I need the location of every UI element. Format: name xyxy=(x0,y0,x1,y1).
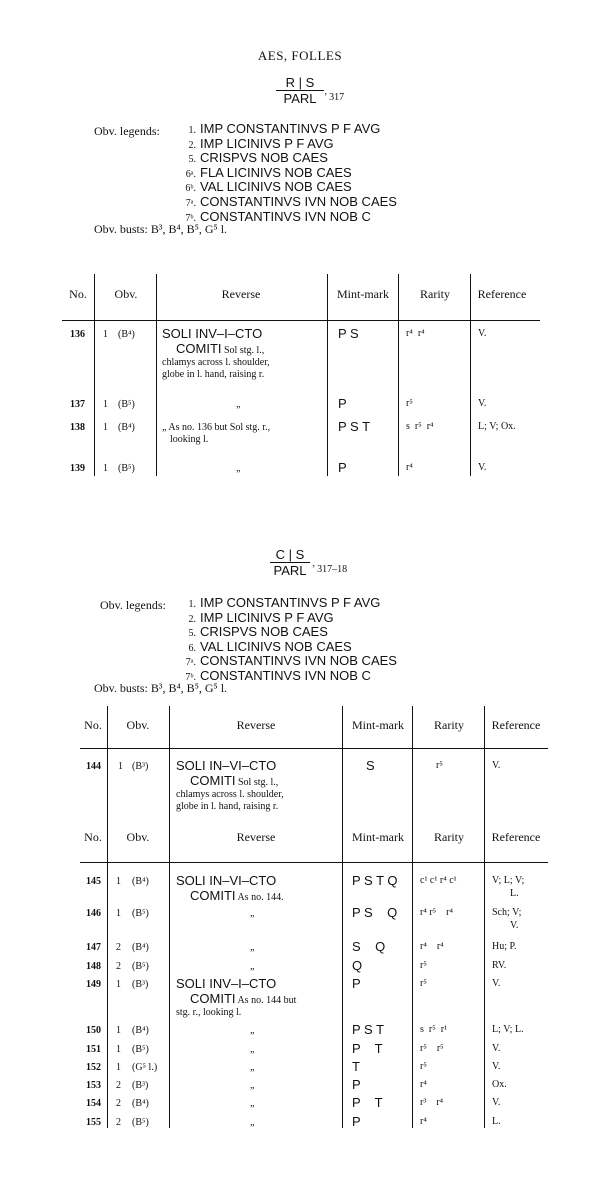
row-bust: (B⁵) xyxy=(132,1117,149,1128)
legend-line xyxy=(170,194,397,209)
legend-text: CRISPVS NOB CAES xyxy=(200,150,328,166)
legend-line xyxy=(170,165,397,180)
row-bust: (B³) xyxy=(132,761,149,772)
row-mintmark: P S Q xyxy=(352,905,398,920)
row-rarity: r⁵ xyxy=(436,760,443,771)
row-bust: (B⁵) xyxy=(132,1044,149,1055)
mintmark-denominator: PARL xyxy=(276,90,324,106)
legend-text: CONSTANTINVS IVN NOB C xyxy=(200,667,371,683)
row-reference: Hu; P. xyxy=(492,941,517,952)
reverse-ditto: „ xyxy=(236,399,241,410)
reverse-ditto: „ xyxy=(250,1117,255,1128)
row-rarity: r⁵ r⁵ xyxy=(420,1043,444,1054)
row-mintmark: P T xyxy=(352,1041,383,1056)
reverse-legend: SOLI INV–I–CTO xyxy=(162,326,263,341)
legend-label: Obv. legends: xyxy=(94,124,160,138)
header-mintmark-2: Mint-mark xyxy=(352,718,404,732)
row-number: 154 xyxy=(86,1098,101,1109)
legend-text: IMP LICINIVS P F AVG xyxy=(200,609,334,625)
row-bust: (B⁵) xyxy=(118,399,135,410)
row-mintmark: P S T xyxy=(338,419,371,434)
row-obverse: 1 xyxy=(103,329,108,340)
busts-line: Obv. busts: B³, B⁴, B⁵, G⁵ l. xyxy=(94,222,228,236)
legend-number: 2. xyxy=(188,613,196,625)
header-reverse-3: Reverse xyxy=(236,830,276,844)
reverse-legend-2: COMITI xyxy=(190,991,236,1006)
legend-text: CRISPVS NOB CAES xyxy=(200,624,328,640)
row-bust: (B³) xyxy=(132,979,149,990)
legend-line xyxy=(170,209,397,224)
row-number: 145 xyxy=(86,876,101,887)
row-reference: V; L; V; xyxy=(492,875,525,886)
row-reference: L; V; Ox. xyxy=(478,421,516,432)
row-reverse xyxy=(176,1114,254,1129)
header-reference-3: Reference xyxy=(491,830,541,844)
busts-line-2: Obv. busts: B³, B⁴, B⁵, G⁵ l. xyxy=(94,681,228,695)
row-bust: (B⁵) xyxy=(132,961,149,972)
legend-number: 7ᵃ. xyxy=(185,197,196,209)
reverse-legend-2: COMITI xyxy=(190,773,236,788)
header-rarity-3: Rarity xyxy=(434,830,464,844)
reverse-legend-2: COMITI xyxy=(190,888,236,903)
row-obverse: 1 xyxy=(116,1025,121,1036)
header-reference-2: Reference xyxy=(491,718,541,732)
row-number: 146 xyxy=(86,908,101,919)
row-obverse: 1 xyxy=(103,422,108,433)
header-mintmark-3: Mint-mark xyxy=(352,830,404,844)
legend-line xyxy=(170,121,397,136)
row-obverse: 2 xyxy=(116,961,121,972)
legend-text: VAL LICINIVS NOB CAES xyxy=(200,179,352,195)
reverse-ditto: „ xyxy=(250,1025,255,1036)
row-bust: (B⁴) xyxy=(132,876,149,887)
legend-number: 6ᵇ. xyxy=(185,183,196,195)
row-bust: (B⁴) xyxy=(132,942,149,953)
legend-text: CONSTANTINVS IVN NOB C xyxy=(200,208,371,224)
row-mintmark: T xyxy=(352,1059,360,1074)
row-obverse: 1 xyxy=(103,399,108,410)
legend-label-2: Obv. legends: xyxy=(100,598,166,612)
row-number: 151 xyxy=(86,1044,101,1055)
row-rarity: s r⁵ r⁴ xyxy=(406,421,434,432)
reverse-line: stg. r., looking l. xyxy=(176,1007,242,1018)
reverse-ditto: „ xyxy=(250,961,255,972)
row-mintmark: P S T Q xyxy=(352,873,398,888)
mintmark-fraction xyxy=(276,75,345,106)
row-reference: V. xyxy=(478,398,487,409)
reverse-ditto: „ xyxy=(236,463,241,474)
reverse-line: globe in l. hand, raising r. xyxy=(176,801,279,812)
row-reverse xyxy=(176,958,254,973)
row-reference: V. xyxy=(492,1061,501,1072)
reverse-line: chlamys across l. shoulder, xyxy=(176,789,284,800)
row-bust: (B³) xyxy=(132,1080,149,1091)
row-rarity: r⁴ r⁵ r⁴ xyxy=(420,907,453,918)
row-obverse: 1 xyxy=(116,876,121,887)
mintmark-denominator-2: PARL xyxy=(270,562,310,578)
row-number: 144 xyxy=(86,761,101,772)
legend-line xyxy=(170,610,397,625)
row-reverse xyxy=(176,939,254,954)
legend-list-2 xyxy=(170,595,397,683)
reverse-ditto: „ xyxy=(250,1062,255,1073)
legend-number: 7ᵇ. xyxy=(185,212,196,224)
mintmark-fraction-2 xyxy=(270,547,348,578)
header-reverse: Reverse xyxy=(221,287,261,301)
legend-text: IMP CONSTANTINVS P F AVG xyxy=(200,595,381,610)
row-bust: (B⁴) xyxy=(118,329,135,340)
row-reverse xyxy=(176,1095,254,1110)
row-reference: V. xyxy=(492,1043,501,1054)
reverse-line xyxy=(176,773,284,789)
header-reference: Reference xyxy=(477,287,527,301)
row-reverse xyxy=(162,419,270,446)
row-obverse: 1 xyxy=(118,761,123,772)
reverse-legend-2: COMITI xyxy=(176,341,222,356)
row-obverse: 1 xyxy=(116,1044,121,1055)
reverse-ditto: „ xyxy=(250,1044,255,1055)
legend-number: 6ᵃ. xyxy=(185,168,196,180)
row-number: 136 xyxy=(70,329,85,340)
row-reverse xyxy=(176,905,254,920)
row-reference: Ox. xyxy=(492,1079,507,1090)
header-no: No. xyxy=(69,287,87,301)
legend-text: CONSTANTINVS IVN NOB CAES xyxy=(200,653,397,669)
legend-text: VAL LICINIVS NOB CAES xyxy=(200,638,352,654)
row-reference: RV. xyxy=(492,960,507,971)
row-reference: V. xyxy=(478,328,487,339)
legend-line xyxy=(170,150,397,165)
row-rarity: c¹ c¹ r⁴ c¹ xyxy=(420,875,457,886)
row-rarity: r⁴ r⁴ xyxy=(420,941,444,952)
legend-number: 7ᵃ. xyxy=(185,657,196,669)
legend-list xyxy=(170,121,397,223)
row-bust: (B⁵) xyxy=(132,908,149,919)
legend-number: 5. xyxy=(188,154,196,166)
row-reverse xyxy=(176,1041,254,1056)
header-obv-3: Obv. xyxy=(126,830,150,844)
row-rarity: r⁵ xyxy=(420,978,427,989)
row-obverse: 1 xyxy=(116,908,121,919)
row-reference: L. xyxy=(492,1116,501,1127)
legend-number: 7ᵇ. xyxy=(185,671,196,683)
header-mintmark: Mint-mark xyxy=(337,287,389,301)
row-obverse: 2 xyxy=(116,942,121,953)
reverse-description: As no. 144. xyxy=(237,892,284,903)
reverse-ditto: „ xyxy=(250,1098,255,1109)
row-reference-2: V. xyxy=(510,920,519,931)
header-rarity: Rarity xyxy=(420,287,450,301)
reverse-line xyxy=(162,341,270,357)
mintmark-date-2: ’ 317–18 xyxy=(312,564,348,575)
page-title: AES, FOLLES xyxy=(257,48,343,63)
legend-line xyxy=(170,624,397,639)
row-rarity: r⁴ xyxy=(420,1079,427,1090)
reverse-line: looking l. xyxy=(170,434,209,445)
reverse-line: chlamys across l. shoulder, xyxy=(162,357,270,368)
row-mintmark: Q xyxy=(352,958,363,973)
row-obverse: 1 xyxy=(116,979,121,990)
row-number: 149 xyxy=(86,979,101,990)
row-mintmark: P xyxy=(352,976,361,991)
legend-line xyxy=(170,595,397,610)
row-reverse xyxy=(176,1059,254,1074)
legend-number: 2. xyxy=(188,139,196,151)
legend-number: 1. xyxy=(188,125,196,136)
header-obv: Obv. xyxy=(114,287,138,301)
reverse-description: As no. 144 but xyxy=(237,995,297,1006)
mintmark-numerator-2: C | S xyxy=(275,547,305,562)
row-obverse: 1 xyxy=(116,1062,121,1073)
row-bust: (G⁵ l.) xyxy=(132,1062,158,1073)
row-rarity: r⁵ xyxy=(420,960,427,971)
row-rarity: r⁵ xyxy=(420,1061,427,1072)
row-number: 139 xyxy=(70,463,85,474)
row-mintmark: P xyxy=(352,1077,361,1092)
legend-text: IMP CONSTANTINVS P F AVG xyxy=(200,121,381,136)
row-rarity: r⁵ xyxy=(406,398,413,409)
header-reverse-2: Reverse xyxy=(236,718,276,732)
reverse-legend: SOLI IN–VI–CTO xyxy=(176,873,277,888)
row-reverse xyxy=(176,1077,254,1092)
reverse-ditto: „ As no. 136 but Sol stg. r., xyxy=(162,422,271,433)
reverse-ditto: „ xyxy=(250,1080,255,1091)
row-number: 155 xyxy=(86,1117,101,1128)
reverse-ditto: „ xyxy=(250,942,255,953)
row-mintmark: P S T xyxy=(352,1022,385,1037)
legend-number: 1. xyxy=(188,599,196,610)
row-mintmark: P S xyxy=(338,326,359,341)
row-obverse: 1 xyxy=(103,463,108,474)
row-mintmark: P xyxy=(352,1114,361,1129)
row-number: 137 xyxy=(70,399,85,410)
header-no-2: No. xyxy=(84,718,102,732)
legend-text: CONSTANTINVS IVN NOB CAES xyxy=(200,193,397,209)
row-number: 150 xyxy=(86,1025,101,1036)
legend-line xyxy=(170,639,397,654)
reverse-description: Sol stg. l., xyxy=(224,345,265,356)
mintmark-date: ’ 317 xyxy=(324,92,345,103)
row-bust: (B⁴) xyxy=(132,1025,149,1036)
row-mintmark: P xyxy=(338,460,347,475)
legend-line xyxy=(170,653,397,668)
legend-line xyxy=(170,136,397,151)
row-bust: (B⁴) xyxy=(132,1098,149,1109)
reverse-line xyxy=(176,991,296,1007)
row-rarity: r³ r⁴ xyxy=(420,1097,444,1108)
row-reverse xyxy=(176,976,296,1019)
row-reverse xyxy=(162,460,240,475)
reverse-legend: SOLI IN–VI–CTO xyxy=(176,758,277,773)
reverse-line: globe in l. hand, raising r. xyxy=(162,369,265,380)
reverse-line xyxy=(176,888,284,904)
row-mintmark: S Q xyxy=(352,939,386,954)
row-reverse xyxy=(176,758,284,813)
legend-number: 6. xyxy=(188,642,196,654)
row-obverse: 2 xyxy=(116,1098,121,1109)
header-no-3: No. xyxy=(84,830,102,844)
legend-text: IMP LICINIVS P F AVG xyxy=(200,135,334,151)
legend-number: 5. xyxy=(188,628,196,640)
mintmark-numerator: R | S xyxy=(285,75,315,90)
row-rarity: r⁴ r⁴ xyxy=(406,328,425,339)
row-number: 147 xyxy=(86,942,101,953)
row-bust: (B⁴) xyxy=(118,422,135,433)
row-mintmark: P T xyxy=(352,1095,383,1110)
row-reverse xyxy=(162,326,270,381)
row-number: 148 xyxy=(86,961,101,972)
row-reference-2: L. xyxy=(510,888,519,899)
row-reference: Sch; V; xyxy=(492,907,522,918)
row-reference: V. xyxy=(492,1097,501,1108)
row-reference: V. xyxy=(492,978,501,989)
header-rarity-2: Rarity xyxy=(434,718,464,732)
legend-text: FLA LICINIVS NOB CAES xyxy=(200,164,352,180)
reverse-description: Sol stg. l., xyxy=(238,777,279,788)
row-rarity: r⁴ xyxy=(420,1116,427,1127)
row-obverse: 2 xyxy=(116,1080,121,1091)
row-reverse xyxy=(162,396,240,411)
row-rarity: r⁴ xyxy=(406,462,413,473)
row-mintmark: S xyxy=(366,758,375,773)
row-obverse: 2 xyxy=(116,1117,121,1128)
row-reference: V. xyxy=(478,462,487,473)
row-mintmark: P xyxy=(338,396,347,411)
reverse-ditto: „ xyxy=(250,908,255,919)
row-bust: (B⁵) xyxy=(118,463,135,474)
row-rarity: s r⁵ r¹ xyxy=(420,1024,448,1035)
row-reverse xyxy=(176,1022,254,1037)
row-reference: V. xyxy=(492,760,501,771)
legend-line xyxy=(170,179,397,194)
row-number: 153 xyxy=(86,1080,101,1091)
row-reverse xyxy=(176,873,284,904)
row-number: 138 xyxy=(70,422,85,433)
row-number: 152 xyxy=(86,1062,101,1073)
row-reference: L; V; L. xyxy=(492,1024,524,1035)
header-obv-2: Obv. xyxy=(126,718,150,732)
reverse-legend: SOLI INV–I–CTO xyxy=(176,976,277,991)
